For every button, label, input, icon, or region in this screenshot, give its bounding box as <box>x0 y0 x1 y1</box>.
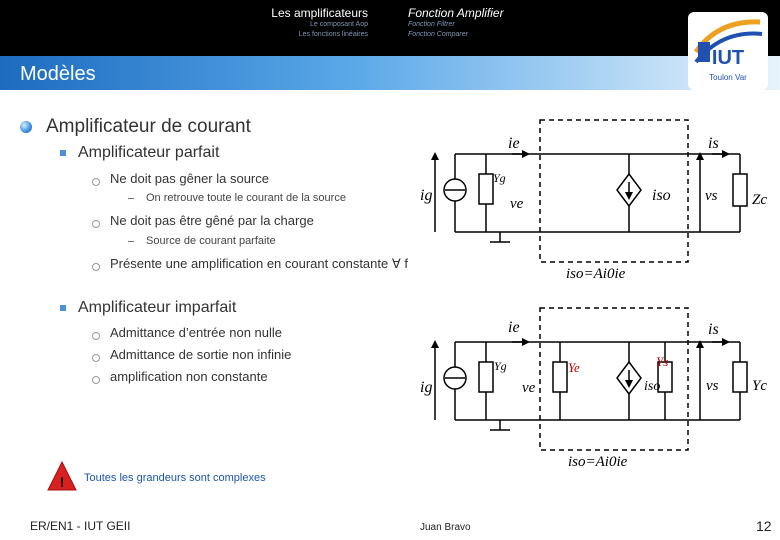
c1-label-ve: ve <box>510 196 524 212</box>
c2-label-vs: vs <box>706 378 719 394</box>
c2-admittance-yg <box>479 362 493 392</box>
circuit-2 <box>435 308 747 450</box>
heading-amplificateur-courant: Amplificateur de courant <box>46 116 251 137</box>
c1-label-is: is <box>708 135 719 152</box>
svg-text:!: ! <box>59 474 65 490</box>
circuit-1 <box>435 120 747 262</box>
header-left-sub1[interactable]: Le composant Aop <box>310 21 368 28</box>
c1-label-iso: iso <box>652 187 671 204</box>
imparfait-item3: amplification non constante <box>110 369 268 384</box>
parfait-item1: Ne doit pas gêner la source <box>110 171 269 186</box>
c2-load-yc <box>733 362 747 392</box>
header-right-sub1[interactable]: Fonction Filtrer <box>408 21 455 28</box>
c2-label-ve: ve <box>522 380 536 396</box>
c1-admittance-yg <box>479 174 493 204</box>
page-number: 12 <box>756 518 772 534</box>
c1-label-ig: ig <box>420 187 433 204</box>
warning-icon <box>48 462 76 490</box>
c2-admittance-ye <box>553 362 567 392</box>
c2-label-yg: Yg <box>494 359 507 373</box>
parfait-item2: Ne doit pas être gêné par la charge <box>110 213 314 228</box>
c1-load-zc <box>733 174 747 206</box>
header-right-title[interactable]: Fonction Amplifier <box>408 6 504 20</box>
c2-equation: iso=Ai0ie <box>568 454 628 470</box>
logo-sub: Toulon Var <box>709 73 747 82</box>
imparfait-title: Amplificateur imparfait <box>78 299 237 316</box>
parfait-item1-sub: On retrouve toute le courant de la source <box>146 192 346 204</box>
footer-course: ER/EN1 - IUT GEII <box>30 519 131 533</box>
c1-label-ie: ie <box>508 135 520 152</box>
c2-label-ys: Ys <box>656 354 669 369</box>
c2-label-iso: iso <box>644 379 661 394</box>
parfait-item2-sub: Source de courant parfaite <box>146 235 276 247</box>
c2-label-ig: ig <box>420 379 433 396</box>
c1-label-zc: Zc <box>752 192 767 208</box>
imparfait-item2: Admittance de sortie non infinie <box>110 347 292 362</box>
parfait-title: Amplificateur parfait <box>78 144 220 161</box>
c1-label-yg: Yg <box>493 171 506 185</box>
c2-label-ye: Ye <box>568 360 580 375</box>
logo-text: IUT <box>711 47 745 69</box>
c2-label-ie: ie <box>508 319 520 336</box>
warning-text: Toutes les grandeurs sont complexes <box>84 472 266 484</box>
c1-equation: iso=Ai0ie <box>566 266 626 282</box>
c1-label-vs: vs <box>705 188 718 204</box>
header-left-title[interactable]: Les amplificateurs <box>271 6 368 20</box>
imparfait-item1: Admittance d’entrée non nulle <box>110 325 283 340</box>
header-right-sub2[interactable]: Fonction Comparer <box>408 31 468 38</box>
parfait-item3: Présente une amplification en courant constante ∀ f <box>110 256 408 271</box>
section-title: Modèles <box>20 63 96 85</box>
header-left-sub2[interactable]: Les fonctions linéaires <box>298 31 368 38</box>
footer-author: Juan Bravo <box>420 522 471 533</box>
c2-label-is: is <box>708 321 719 338</box>
c2-label-yc: Yc <box>752 378 767 394</box>
